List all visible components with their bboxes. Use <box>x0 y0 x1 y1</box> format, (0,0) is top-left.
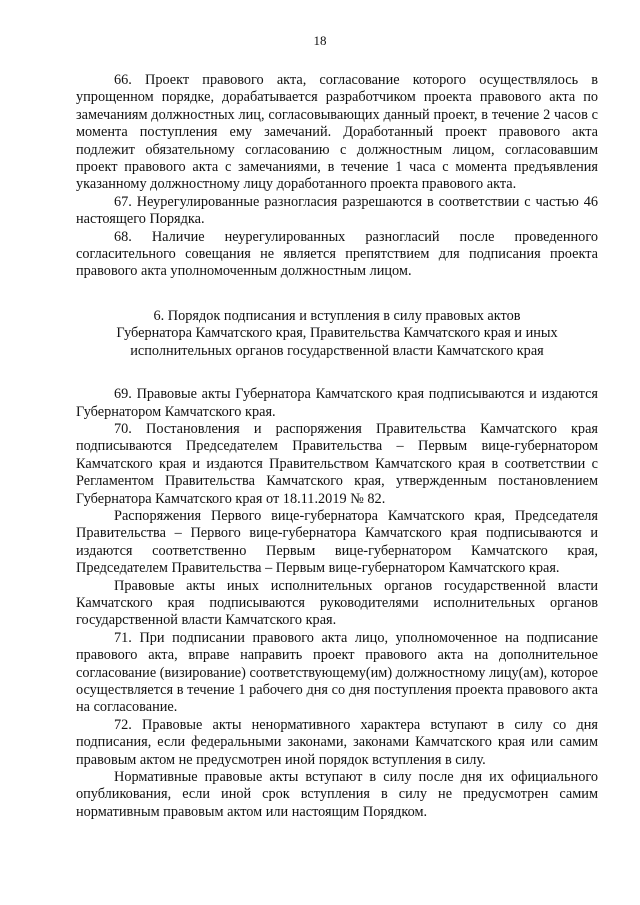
page-number: 18 <box>313 33 327 48</box>
paragraph-67: 67. Неурегулированные разногласия разрешаются в соответствии с частью 46 настоящего Порядка. <box>76 193 598 228</box>
paragraph-72-normative-acts: Нормативные правовые акты вступают в силу после дня их официального опубликования, если иной срок вступления в силу не предусмотрен самим нормативным правовым актом или настоящим Порядком. <box>76 769 598 820</box>
paragraph-66: 66. Проект правового акта, согласование которого осуществлялось в упрощенном порядке, дорабатывается разработчиком проекта правового акта по замечаниям должностных лиц, согласовывающих данный проект, в течение 2 часов с момента поступления ему замечаний. Доработанный проект правового акта подлежит обязательному согласованию с должностным лицом, согласовавшим проект правового акта с замечаниями, в течение 1 часа с момента предъявления указанному должностному лицу доработанного проекта правового акта. <box>76 72 598 193</box>
paragraph-68: 68. Наличие неурегулированных разногласий после проведенного согласительного совещания не является препятствием для подписания проекта правового акта уполномоченным должностным лицом. <box>76 228 598 280</box>
paragraph-70: 70. Постановления и распоряжения Правительства Камчатского края подписываются Председателем Правительства – Первым вице-губернатором Камчатского края и издаются Правительством Камчатского края в соответствии с Регламентом Правительства Камчатского края, утвержденным постановлением Губернатора Камчатского края от 18.11.2019 № 82. <box>76 420 598 507</box>
section-heading-line-3: исполнительных органов государственной власти Камчатского края <box>130 342 544 359</box>
paragraph-71: 71. При подписании правового акта лицо, уполномоченное на подписание правового акта, вправе направить проект правового акта на дополнительное согласование (визирование) соответствующему(им) должностному лицу(ам), которое осуществляется в течение 1 рабочего дня со дня поступления проекта правового акта на согласование. <box>76 629 598 716</box>
paragraph-70-first-vice-governor: Распоряжения Первого вице-губернатора Камчатского края, Председателя Правительства – Первого вице-губернатора Камчатского края подписываются и издаются соответственно Первым вице-губернатором Камчатского края, Председателем Правительства – Первым вице-губернатором Камчатского края. <box>76 507 598 577</box>
paragraph-70-executive-bodies: Правовые акты иных исполнительных органов государственной власти Камчатского края подписываются руководителями исполнительных органов государственной власти Камчатского края. <box>76 577 598 629</box>
paragraph-72: 72. Правовые акты ненормативного характера вступают в силу со дня подписания, если федеральными законами, законами Камчатского края или самим правовым актом не предусмотрен иной порядок вступления в силу. <box>76 716 598 768</box>
section-heading-line-2: Губернатора Камчатского края, Правительства Камчатского края и иных <box>116 325 558 342</box>
section-heading <box>76 308 598 360</box>
paragraph-69: 69. Правовые акты Губернатора Камчатского края подписываются и издаются Губернатором Камчатского края. <box>76 386 598 420</box>
section-heading-line-1: 6. Порядок подписания и вступления в силу правовых актов <box>153 307 521 324</box>
document-body <box>76 72 598 821</box>
